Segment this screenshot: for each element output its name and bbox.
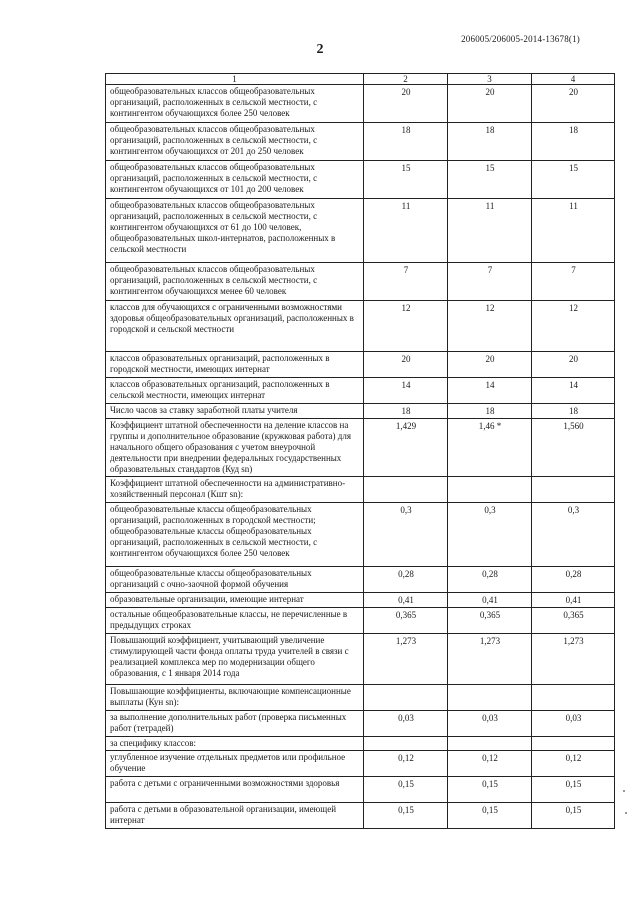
row-value-cell: 20 xyxy=(448,85,532,123)
row-value-cell: 0,12 xyxy=(448,751,532,777)
row-label-cell: работа с детьми в образовательной организации, имеющей интернат xyxy=(106,803,364,829)
table-row xyxy=(106,634,615,685)
row-value-cell: 15 xyxy=(532,161,615,199)
table-row xyxy=(106,123,615,161)
row-value-cell xyxy=(448,737,532,751)
row-value-cell: 11 xyxy=(448,199,532,263)
row-value-cell: 0,3 xyxy=(448,503,532,567)
column-header: 4 xyxy=(532,74,615,85)
row-value-cell: 0,15 xyxy=(364,777,448,803)
row-value-cell: 14 xyxy=(364,378,448,404)
table-header-row xyxy=(106,74,615,85)
row-value-cell: 0,365 xyxy=(364,608,448,634)
row-value-cell: 0,3 xyxy=(364,503,448,567)
row-value-cell: 18 xyxy=(448,123,532,161)
table-row xyxy=(106,777,615,803)
row-value-cell: 20 xyxy=(364,85,448,123)
row-value-cell: 0,12 xyxy=(532,751,615,777)
row-label-cell: общеобразовательных классов общеобразовательных организаций, расположенных в сельской местности, с контингентом обучающихся от 201 до 250 человек xyxy=(106,123,364,161)
table-row xyxy=(106,685,615,711)
table-row xyxy=(106,352,615,378)
table-row xyxy=(106,711,615,737)
row-value-cell: 0,03 xyxy=(532,711,615,737)
row-label-cell: общеобразовательные классы общеобразовательных организаций, расположенных в городской местности; общеобразовательные классы общеобразовательных организаций, расположенных в сельской местности, с контингентом обучающихся более 250 человек xyxy=(106,503,364,567)
row-value-cell: 12 xyxy=(364,301,448,352)
row-value-cell: 20 xyxy=(364,352,448,378)
row-value-cell xyxy=(364,737,448,751)
row-value-cell: 0,15 xyxy=(448,803,532,829)
row-label-cell: Коэффициент штатной обеспеченности на деление классов на группы и дополнительное образование (кружковая работа) для начального общего образования с учетом внеурочной деятельности при внедрении федеральных государственных образовательных стандартов (Куд sn) xyxy=(106,419,364,477)
row-value-cell: 11 xyxy=(364,199,448,263)
table-row xyxy=(106,378,615,404)
table-row xyxy=(106,608,615,634)
row-value-cell: 14 xyxy=(532,378,615,404)
table-row xyxy=(106,404,615,419)
row-value-cell: 7 xyxy=(532,263,615,301)
table-row xyxy=(106,419,615,477)
row-value-cell: 1,273 xyxy=(448,634,532,685)
row-value-cell: 15 xyxy=(448,161,532,199)
table-row xyxy=(106,803,615,829)
row-label-cell: Число часов за ставку заработной платы учителя xyxy=(106,404,364,419)
row-value-cell: 18 xyxy=(364,123,448,161)
row-value-cell: 18 xyxy=(364,404,448,419)
row-label-cell: классов образовательных организаций, расположенных в городской местности, имеющих интернат xyxy=(106,352,364,378)
row-value-cell: 0,365 xyxy=(532,608,615,634)
document-id: 206005/206005-2014-13678(1) xyxy=(461,34,580,44)
column-header: 2 xyxy=(364,74,448,85)
table-row xyxy=(106,751,615,777)
column-header: 3 xyxy=(448,74,532,85)
row-value-cell: 12 xyxy=(448,301,532,352)
row-label-cell: общеобразовательные классы общеобразовательных организаций с очно-заочной формой обучения xyxy=(106,567,364,593)
row-value-cell: 0,365 xyxy=(448,608,532,634)
row-value-cell: 0,28 xyxy=(448,567,532,593)
row-value-cell: 1,429 xyxy=(364,419,448,477)
row-value-cell: 0,15 xyxy=(364,803,448,829)
row-value-cell xyxy=(364,477,448,503)
row-value-cell: 0,15 xyxy=(448,777,532,803)
row-value-cell: 7 xyxy=(364,263,448,301)
row-value-cell: 7 xyxy=(448,263,532,301)
row-label-cell: Повышающие коэффициенты, включающие компенсационные выплаты (Кун sn): xyxy=(106,685,364,711)
row-value-cell: 20 xyxy=(532,352,615,378)
table-row xyxy=(106,593,615,608)
row-value-cell: 0,15 xyxy=(532,777,615,803)
table-body xyxy=(106,74,615,829)
row-value-cell: 0,12 xyxy=(364,751,448,777)
row-value-cell: 1,560 xyxy=(532,419,615,477)
row-value-cell: 1,273 xyxy=(364,634,448,685)
row-value-cell: 14 xyxy=(448,378,532,404)
row-value-cell: 0,03 xyxy=(364,711,448,737)
row-label-cell: образовательные организации, имеющие интернат xyxy=(106,593,364,608)
row-value-cell: 1,46 * xyxy=(448,419,532,477)
table-row xyxy=(106,477,615,503)
table-row xyxy=(106,301,615,352)
row-label-cell: общеобразовательных классов общеобразовательных организаций, расположенных в сельской местности, с контингентом обучающихся от 61 до 100 человек, общеобразовательных школ-интернатов, расположенных в сельской местности xyxy=(106,199,364,263)
table-row xyxy=(106,85,615,123)
row-value-cell: 11 xyxy=(532,199,615,263)
row-label-cell: общеобразовательных классов общеобразовательных организаций, расположенных в сельской местности, с контингентом обучающихся от 101 до 200 человек xyxy=(106,161,364,199)
row-value-cell: 1,273 xyxy=(532,634,615,685)
row-value-cell: 0,41 xyxy=(532,593,615,608)
table-row xyxy=(106,567,615,593)
row-value-cell: 0,03 xyxy=(448,711,532,737)
table-row xyxy=(106,161,615,199)
scan-speck xyxy=(623,790,625,792)
table-row xyxy=(106,737,615,751)
row-label-cell: общеобразовательных классов общеобразовательных организаций, расположенных в сельской местности, с контингентом обучающихся более 250 человек xyxy=(106,85,364,123)
table-row xyxy=(106,263,615,301)
row-value-cell: 20 xyxy=(448,352,532,378)
row-label-cell: за выполнение дополнительных работ (проверка письменных работ (тетрадей) xyxy=(106,711,364,737)
scan-speck xyxy=(625,812,627,814)
row-label-cell: работа с детьми с ограниченными возможностями здоровья xyxy=(106,777,364,803)
row-label-cell: Коэффициент штатной обеспеченности на административно-хозяйственный персонал (Кшт sn): xyxy=(106,477,364,503)
row-value-cell: 18 xyxy=(532,123,615,161)
row-value-cell: 20 xyxy=(532,85,615,123)
row-label-cell: за специфику классов: xyxy=(106,737,364,751)
row-label-cell: классов для обучающихся с ограниченными возможностями здоровья общеобразовательных организаций, расположенных в городской и сельской местности xyxy=(106,301,364,352)
row-label-cell: углубленное изучение отдельных предметов или профильное обучение xyxy=(106,751,364,777)
column-header: 1 xyxy=(106,74,364,85)
row-value-cell xyxy=(532,477,615,503)
row-value-cell: 0,15 xyxy=(532,803,615,829)
row-label-cell: общеобразовательных классов общеобразовательных организаций, расположенных в сельской местности, с контингентом обучающихся менее 60 человек xyxy=(106,263,364,301)
row-value-cell: 0,41 xyxy=(364,593,448,608)
row-value-cell: 12 xyxy=(532,301,615,352)
row-value-cell xyxy=(532,685,615,711)
row-value-cell xyxy=(364,685,448,711)
row-value-cell xyxy=(532,737,615,751)
row-label-cell: классов образовательных организаций, расположенных в сельской местности, имеющих интернат xyxy=(106,378,364,404)
table-row xyxy=(106,199,615,263)
page-number: 2 xyxy=(316,42,324,57)
row-value-cell: 15 xyxy=(364,161,448,199)
row-value-cell: 18 xyxy=(448,404,532,419)
row-label-cell: Повышающий коэффициент, учитывающий увеличение стимулирующей части фонда оплаты труда учителей в связи с реализацией комплекса мер по модернизации общего образования, с 1 января 2014 года xyxy=(106,634,364,685)
table-row xyxy=(106,503,615,567)
coefficients-table xyxy=(105,73,615,829)
row-value-cell: 0,28 xyxy=(532,567,615,593)
row-value-cell xyxy=(448,477,532,503)
row-value-cell: 18 xyxy=(532,404,615,419)
row-value-cell xyxy=(448,685,532,711)
row-label-cell: остальные общеобразовательные классы, не перечисленные в предыдущих строках xyxy=(106,608,364,634)
row-value-cell: 0,3 xyxy=(532,503,615,567)
row-value-cell: 0,28 xyxy=(364,567,448,593)
row-value-cell: 0,41 xyxy=(448,593,532,608)
